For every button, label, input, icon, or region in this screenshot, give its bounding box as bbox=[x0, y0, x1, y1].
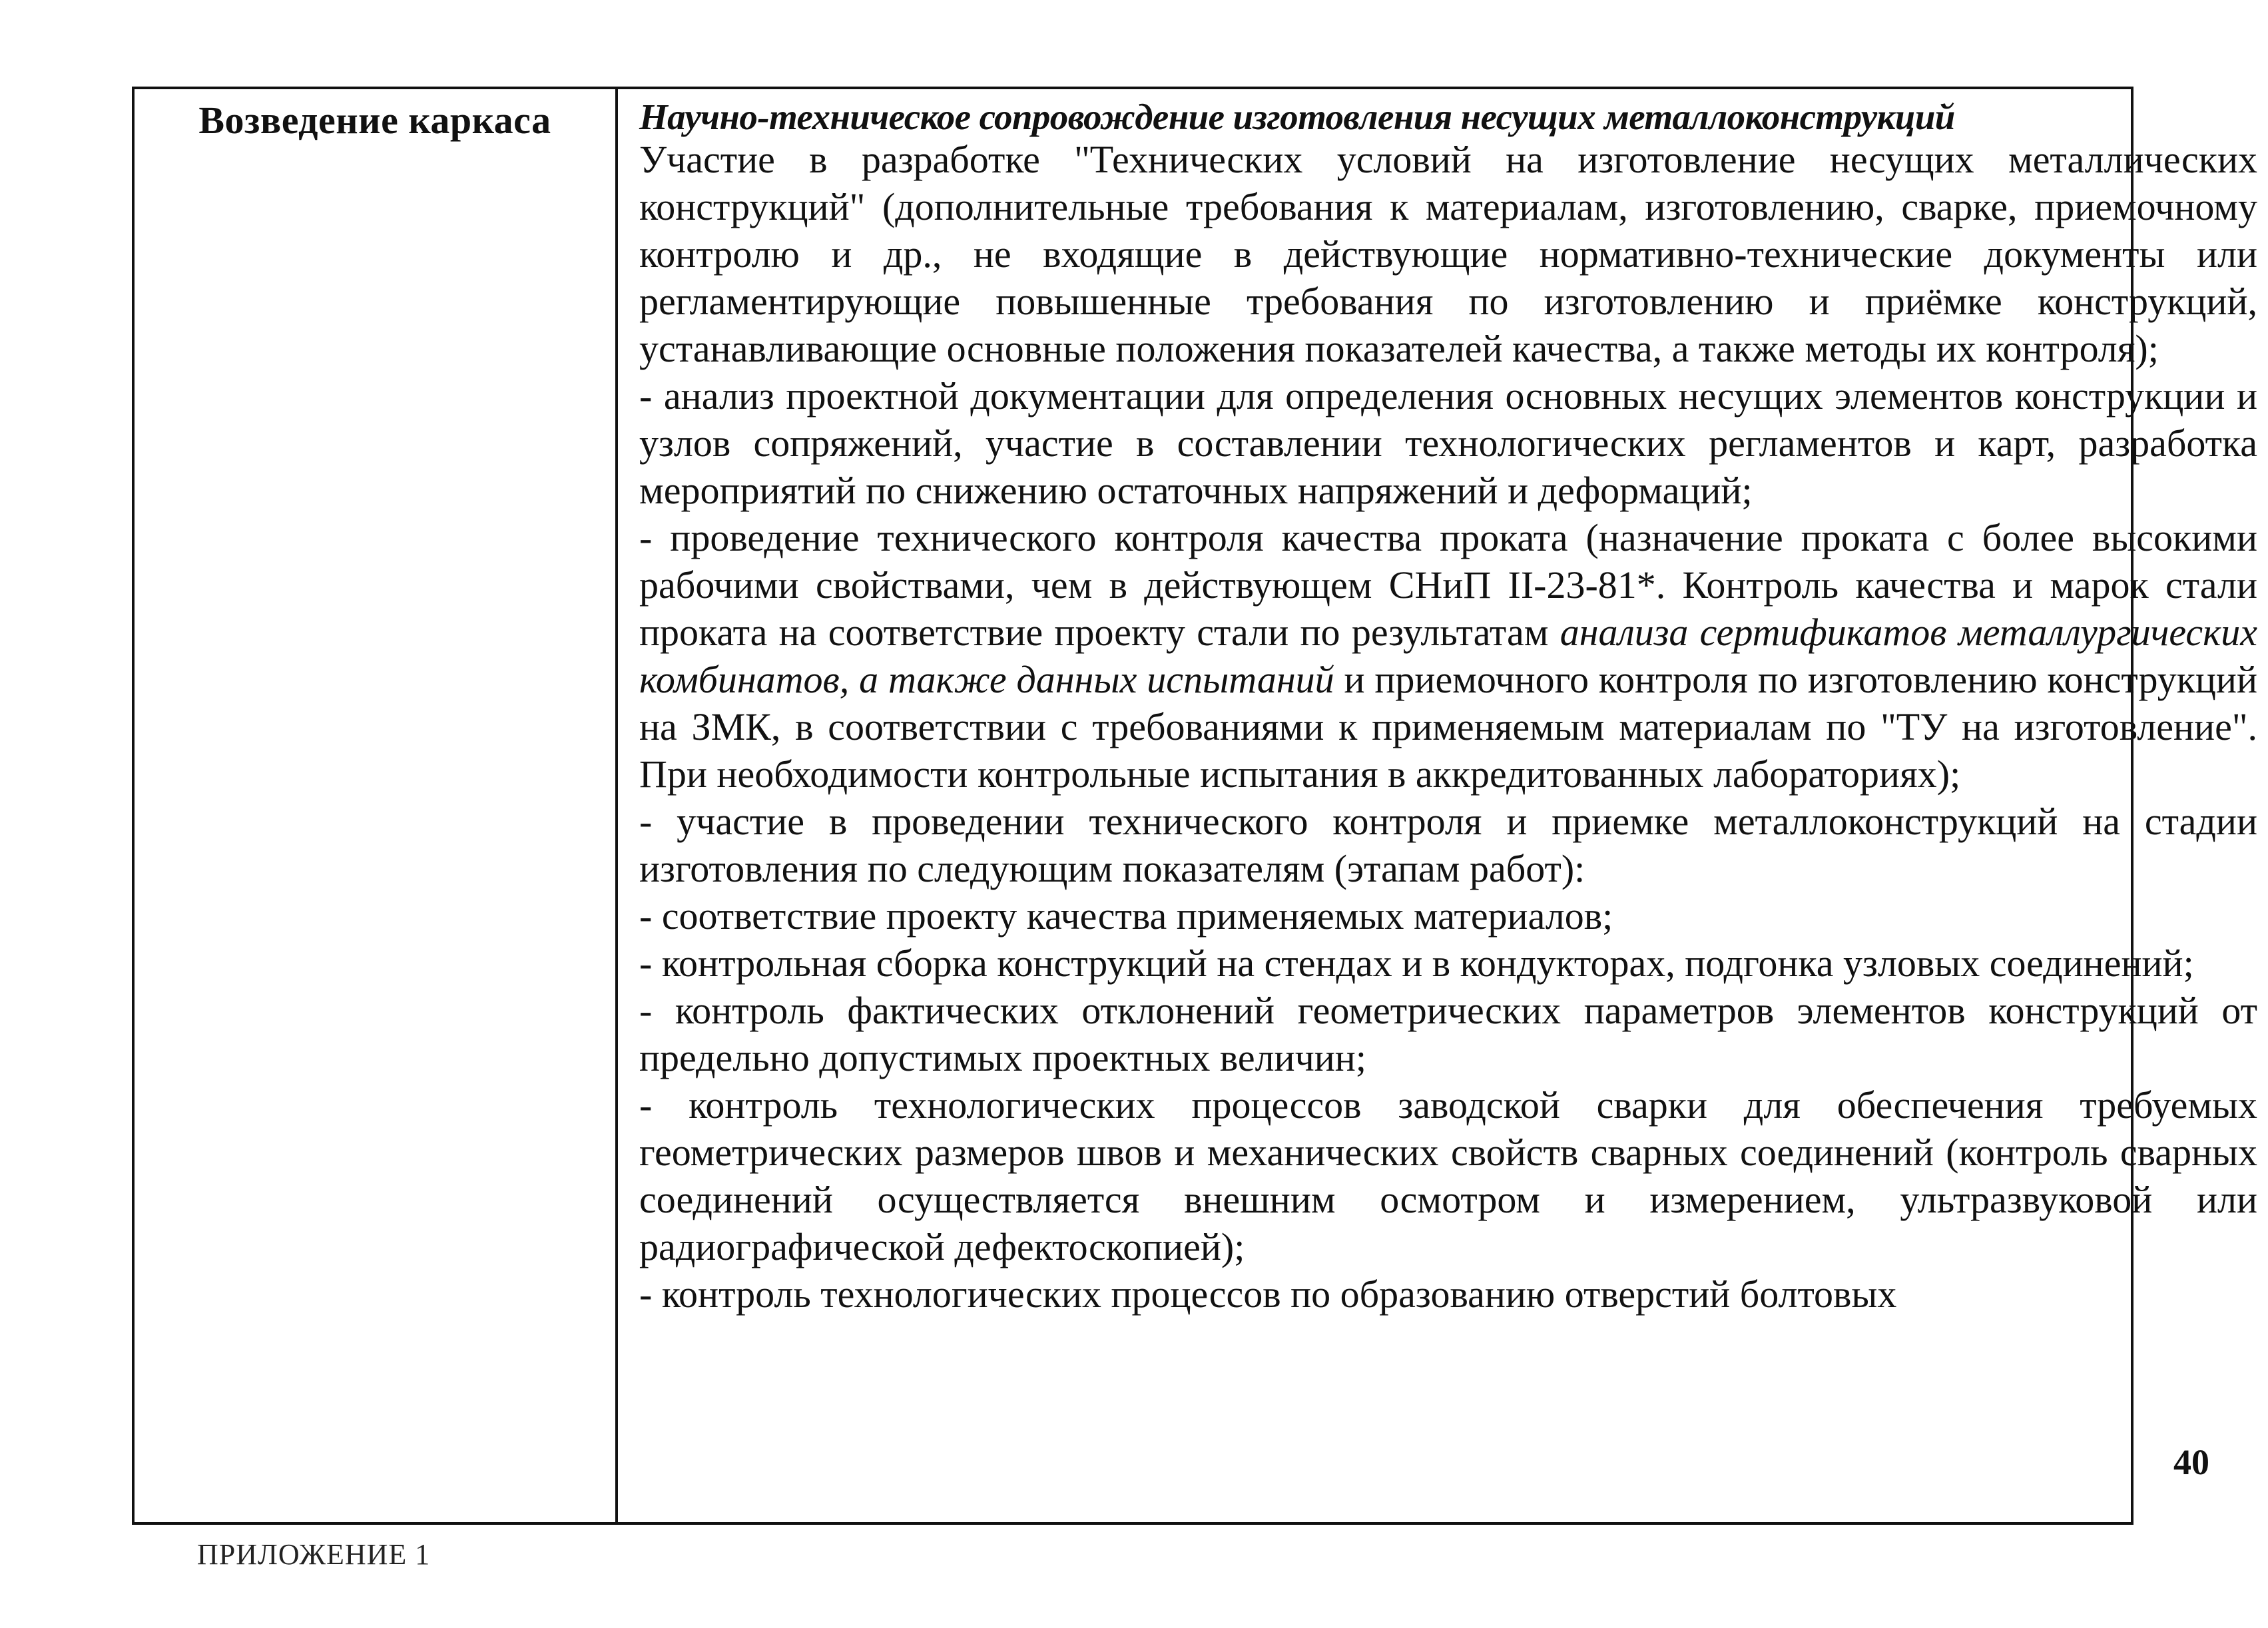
right-column-cell bbox=[639, 99, 2257, 1318]
page-number: 40 bbox=[2173, 1442, 2209, 1482]
left-column-cell bbox=[135, 89, 615, 144]
paragraph-rolled-steel-text: - проведение технического контроля качества проката (назначение проката с более высокими рабочими свойствами, чем в действующем СНиП II-23-81*. Контроль качества и марок стали проката на соответствие проекту стали по результатам bbox=[639, 516, 2257, 654]
paragraph-acceptance-text: и приемочного контроля по изготовлению конструкций на ЗМК, в соответствии с требованиями к применяемым материалам по "ТУ на изготовление". При необходимости контрольные испытания в аккредитованных лабораториях); bbox=[639, 658, 2258, 796]
paragraph-bolt-holes: - контроль технологических процессов по образованию отверстий болтовых bbox=[639, 1272, 1897, 1316]
section-label: Возведение каркаса bbox=[198, 99, 551, 142]
paragraph-geometry-deviations: - контроль фактических отклонений геометрических параметров элементов конструкций от предельно допустимых проектных величин; bbox=[639, 989, 2257, 1079]
paragraph-analysis: - анализ проектной документации для определения основных несущих элементов конструкции и узлов сопряжений, участие в составлении технологических регламентов и карт, разработка мероприятий по снижению остаточных напряжений и деформаций; bbox=[639, 374, 2257, 512]
paragraph-tu: Участие в разработке "Технических условий на изготовление несущих металлических конструкций" (дополнительные требования к материалам, изготовлению, сварке, приемочному контролю и др., не входящие в действующие нормативно-технические документы или регламентирующие повышенные требования по изготовлению и приёмке конструкций, устанавливающие основные положения показателей качества, а также методы их контроля); bbox=[639, 138, 2257, 370]
paragraph-trial-assembly: - контрольная сборка конструкций на стендах и в кондукторах, подгонка узловых соединений; bbox=[639, 942, 2194, 985]
column-divider bbox=[615, 89, 618, 1522]
paragraph-acceptance-participation: - участие в проведении технического контроля и приемке металлоконструкций на стадии изготовления по следующим показателям (этапам работ): bbox=[639, 800, 2257, 890]
paragraph-materials-quality: - соответствие проекту качества применяемых материалов; bbox=[639, 894, 1613, 938]
italic-certificates-fragment: анализа сертификатов металлургических комбинатов, а также данных испытаний bbox=[639, 611, 2257, 701]
footer-label: ПРИЛОЖЕНИЕ 1 bbox=[197, 1538, 431, 1571]
paragraph-welding-control: - контроль технологических процессов заводской сварки для обеспечения требуемых геометрических размеров швов и механических свойств сварных соединений (контроль сварных соединений осуществляется внешним осмотром и измерением, ультразвуковой или радиографической дефектоскопией); bbox=[639, 1083, 2257, 1268]
section-heading: Научно-техническое сопровождение изготовления несущих металлоконструкций bbox=[639, 97, 1955, 137]
paragraph-rolled-steel-control bbox=[639, 514, 2257, 798]
